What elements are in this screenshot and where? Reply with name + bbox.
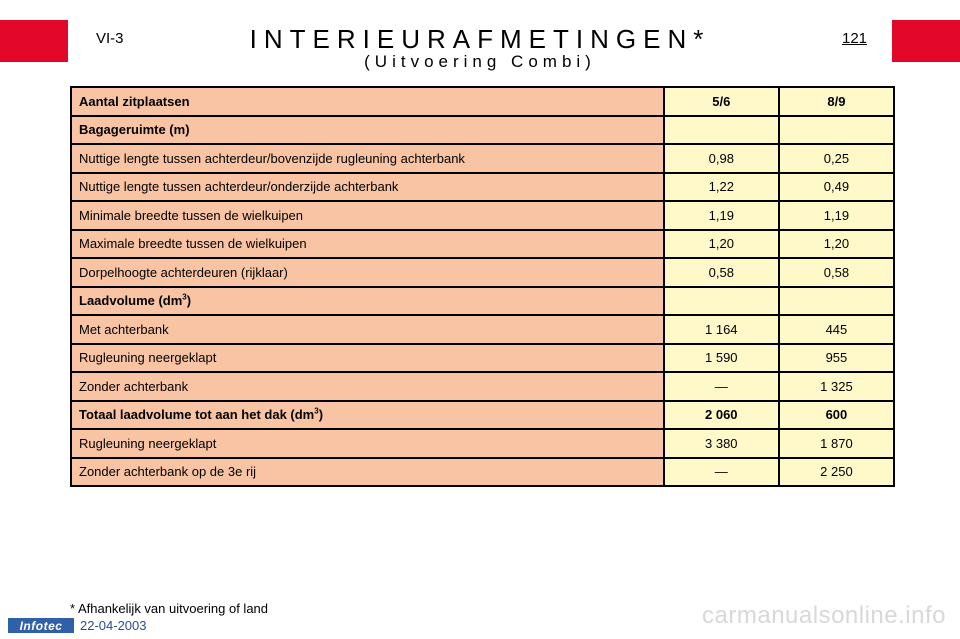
table-row bbox=[71, 116, 894, 145]
row-label bbox=[71, 315, 664, 344]
table-row bbox=[71, 372, 894, 401]
value-seats-8-9: 8/9 bbox=[779, 87, 894, 116]
value-seats-8-9: 955 bbox=[779, 344, 894, 373]
value-seats-8-9: 1 870 bbox=[779, 429, 894, 458]
value-seats-8-9: 445 bbox=[779, 315, 894, 344]
closing-paren: ) bbox=[186, 293, 192, 309]
red-corner-right bbox=[892, 20, 960, 62]
row-label bbox=[71, 173, 664, 202]
section-code: VI-3 bbox=[96, 30, 124, 47]
row-label bbox=[71, 87, 664, 116]
row-label bbox=[71, 116, 664, 145]
row-label-text: Rugleuning neergeklapt bbox=[79, 435, 217, 451]
value-seats-5-6: 2 060 bbox=[664, 401, 779, 430]
value-seats-8-9: 600 bbox=[779, 401, 894, 430]
dimensions-table bbox=[70, 86, 895, 487]
value-seats-5-6 bbox=[664, 116, 779, 145]
table-row bbox=[71, 144, 894, 173]
row-label bbox=[71, 287, 664, 316]
watermark: carmanualsonline.info bbox=[702, 602, 946, 629]
row-label bbox=[71, 258, 664, 287]
value-seats-8-9: 1 325 bbox=[779, 372, 894, 401]
value-seats-5-6: 1 164 bbox=[664, 315, 779, 344]
row-label-text: Totaal laadvolume tot aan het dak (dm bbox=[79, 407, 315, 423]
value-seats-5-6: 5/6 bbox=[664, 87, 779, 116]
table-row bbox=[71, 173, 894, 202]
table-row bbox=[71, 401, 894, 430]
value-seats-5-6: 1,22 bbox=[664, 173, 779, 202]
row-label-text: Rugleuning neergeklapt bbox=[79, 350, 217, 366]
value-seats-5-6: 1,19 bbox=[664, 201, 779, 230]
table-row bbox=[71, 429, 894, 458]
value-seats-5-6: — bbox=[664, 372, 779, 401]
table-row bbox=[71, 344, 894, 373]
page-subtitle: (Uitvoering Combi) bbox=[364, 52, 596, 71]
value-seats-8-9: 0,58 bbox=[779, 258, 894, 287]
value-seats-5-6: — bbox=[664, 458, 779, 487]
red-corner-left bbox=[0, 20, 68, 62]
infotec-logo: Infotec bbox=[8, 618, 74, 633]
row-label-text: Aantal zitplaatsen bbox=[79, 93, 190, 109]
value-seats-5-6: 0,58 bbox=[664, 258, 779, 287]
superscript: 3 bbox=[314, 406, 319, 416]
row-label bbox=[71, 372, 664, 401]
print-date: 22-04-2003 bbox=[80, 618, 147, 633]
row-label-text: Minimale breedte tussen de wielkuipen bbox=[79, 207, 304, 223]
page-number: 121 bbox=[842, 30, 868, 47]
footnote: * Afhankelijk van uitvoering of land bbox=[70, 601, 269, 616]
row-label bbox=[71, 144, 664, 173]
table-row bbox=[71, 315, 894, 344]
value-seats-8-9: 1,20 bbox=[779, 230, 894, 259]
table-row bbox=[71, 458, 894, 487]
row-label-text: Bagageruimte (m) bbox=[79, 122, 190, 138]
table-row bbox=[71, 87, 894, 116]
value-seats-5-6 bbox=[664, 287, 779, 316]
value-seats-5-6: 0,98 bbox=[664, 144, 779, 173]
value-seats-8-9: 0,49 bbox=[779, 173, 894, 202]
row-label-text: Nuttige lengte tussen achterdeur/bovenzijde rugleuning achterbank bbox=[79, 150, 465, 166]
value-seats-8-9 bbox=[779, 116, 894, 145]
table-row bbox=[71, 287, 894, 316]
value-seats-8-9: 1,19 bbox=[779, 201, 894, 230]
superscript: 3 bbox=[182, 292, 187, 302]
value-seats-5-6: 3 380 bbox=[664, 429, 779, 458]
table-row bbox=[71, 201, 894, 230]
row-label bbox=[71, 230, 664, 259]
row-label-text: Maximale breedte tussen de wielkuipen bbox=[79, 236, 307, 252]
row-label bbox=[71, 429, 664, 458]
value-seats-8-9 bbox=[779, 287, 894, 316]
row-label-text: Met achterbank bbox=[79, 321, 169, 337]
table-row bbox=[71, 230, 894, 259]
row-label bbox=[71, 401, 664, 430]
closing-paren: ) bbox=[318, 407, 324, 423]
page-title: INTERIEURAFMETINGEN* bbox=[249, 24, 711, 54]
row-label-text: Nuttige lengte tussen achterdeur/onderzijde achterbank bbox=[79, 179, 399, 195]
value-seats-8-9: 2 250 bbox=[779, 458, 894, 487]
row-label bbox=[71, 458, 664, 487]
value-seats-8-9: 0,25 bbox=[779, 144, 894, 173]
row-label-text: Zonder achterbank bbox=[79, 378, 189, 394]
table-row bbox=[71, 258, 894, 287]
row-label-text: Laadvolume (dm bbox=[79, 293, 183, 309]
row-label bbox=[71, 344, 664, 373]
row-label-text: Dorpelhoogte achterdeuren (rijklaar) bbox=[79, 264, 288, 280]
row-label-text: Zonder achterbank op de 3e rij bbox=[79, 464, 257, 480]
value-seats-5-6: 1 590 bbox=[664, 344, 779, 373]
value-seats-5-6: 1,20 bbox=[664, 230, 779, 259]
row-label bbox=[71, 201, 664, 230]
